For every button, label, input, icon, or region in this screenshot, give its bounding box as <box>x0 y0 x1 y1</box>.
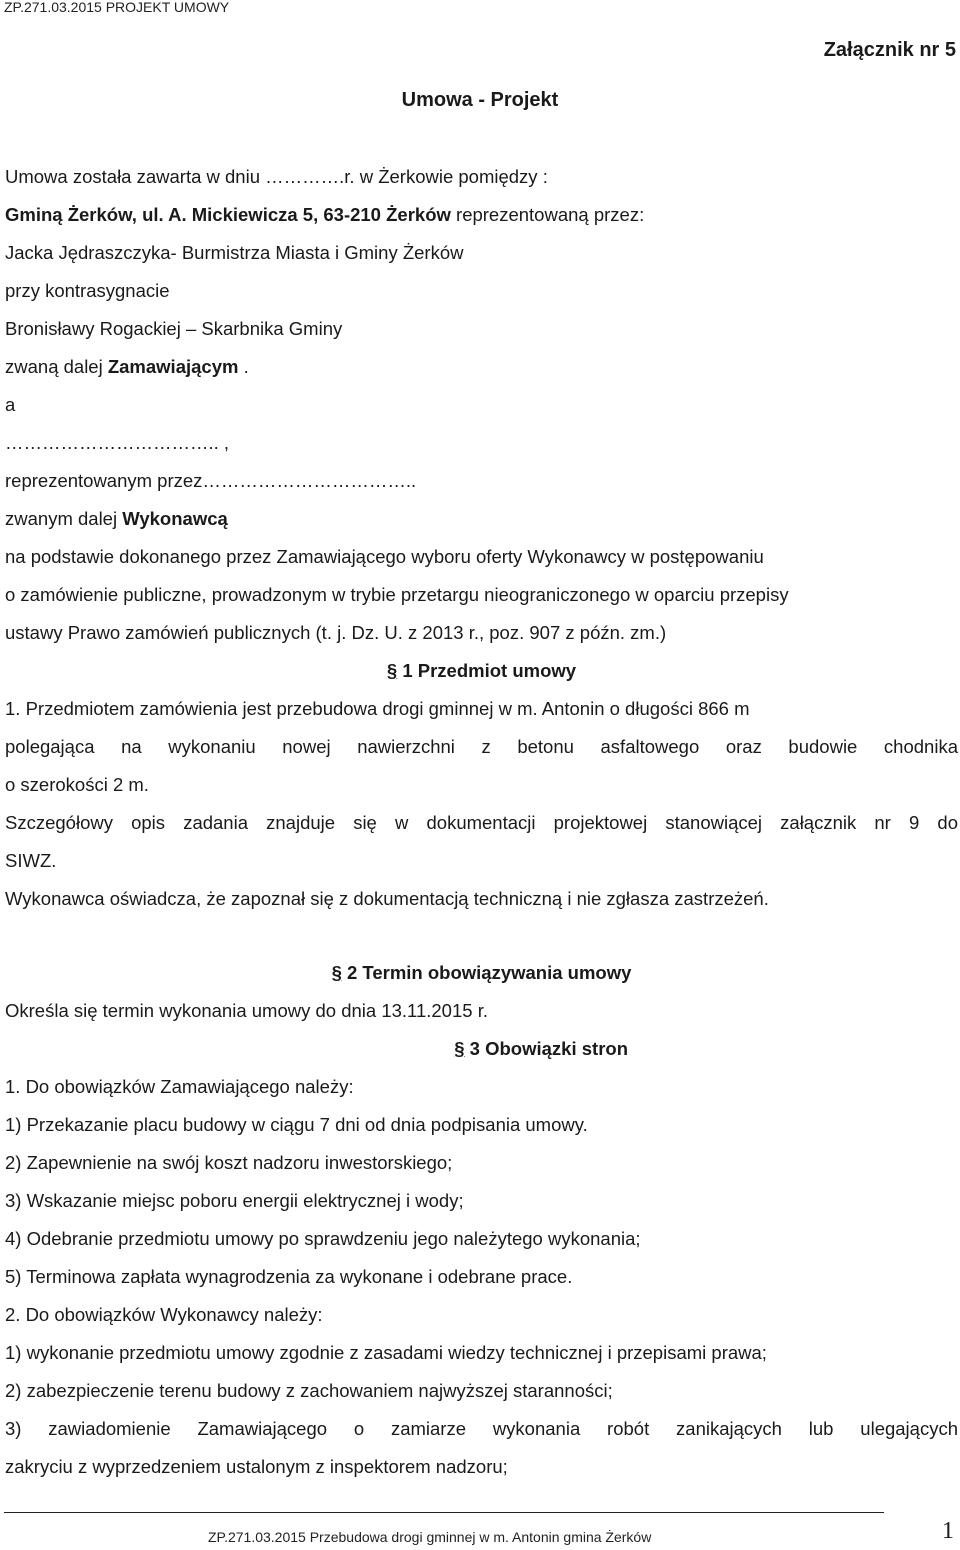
section3-heading <box>5 1030 958 1068</box>
party1-called-line <box>5 348 958 386</box>
section-sign: § <box>454 1038 465 1059</box>
and-line: a <box>5 394 16 415</box>
document-title: Umowa - Projekt <box>401 89 559 111</box>
section1-title: 1 Przedmiot umowy <box>397 660 577 681</box>
party1-called-prefix: zwaną dalej <box>5 356 108 377</box>
section3-line: 1) Przekazanie placu budowy w ciągu 7 dni od dnia podpisania umowy. <box>5 1114 588 1135</box>
party1-called-suffix: . <box>238 356 249 377</box>
section-sign: § <box>331 962 342 983</box>
annex-label: Załącznik nr 5 <box>823 39 956 61</box>
basis-line: o zamówienie publiczne, prowadzonym w trybie przetargu nieograniczonego w oparciu przepisy <box>5 584 789 605</box>
footer-divider <box>4 1512 884 1513</box>
section3-line: 2. Do obowiązków Wykonawcy należy: <box>5 1304 323 1325</box>
basis-line: ustawy Prawo zamówień publicznych (t. j. Dz. U. z 2013 r., poz. 907 z późn. zm.) <box>5 622 667 643</box>
section3-line: zakryciu z wyprzedzeniem ustalonym z inspektorem nadzoru; <box>5 1456 508 1477</box>
intro-line: Umowa została zawarta w dniu ………….r. w Żerkowie pomiędzy : <box>5 166 548 187</box>
document-body <box>5 158 958 1486</box>
party2-called-prefix: zwanym dalej <box>5 508 123 529</box>
section3-line: 2) Zapewnienie na swój koszt nadzoru inwestorskiego; <box>5 1152 453 1173</box>
section1-line: Wykonawca oświadcza, że zapoznał się z dokumentacją techniczną i nie zgłasza zastrzeżeń. <box>5 888 769 909</box>
section3-title: 3 Obowiązki stron <box>464 1038 628 1059</box>
party1-rep: Jacka Jędraszczyka- Burmistrza Miasta i Gminy Żerków <box>5 242 464 263</box>
page-number: 1 <box>942 1518 954 1544</box>
footer-reference: ZP.271.03.2015 Przebudowa drogi gminnej w m. Antonin gmina Żerków <box>208 1529 652 1545</box>
party1-called-name: Zamawiającym <box>107 356 239 377</box>
section1-line: polegająca na wykonaniu nowej nawierzchni z betonu asfaltowego oraz budowie chodnika <box>5 736 958 757</box>
party2-called-name: Wykonawcą <box>122 508 228 529</box>
section3-line: 3) Wskazanie miejsc poboru energii elektrycznej i wody; <box>5 1190 464 1211</box>
section2-line: Określa się termin wykonania umowy do dnia 13.11.2015 r. <box>5 1000 488 1021</box>
party1-line <box>5 196 958 234</box>
section1-line: 1. Przedmiotem zamówienia jest przebudowa drogi gminnej w m. Antonin o długości 866 m <box>5 698 750 719</box>
party2-rep-line: reprezentowanym przez…………………………….. <box>5 470 417 491</box>
party2-called-line <box>5 500 958 538</box>
section3-line: 5) Terminowa zapłata wynagrodzenia za wykonane i odebrane prace. <box>5 1266 573 1287</box>
section2-title: 2 Termin obowiązywania umowy <box>341 962 632 983</box>
spacer <box>5 918 958 954</box>
section2-heading <box>5 954 958 992</box>
document-reference: ZP.271.03.2015 PROJEKT UMOWY <box>4 0 230 15</box>
section1-line: Szczegółowy opis zadania znajduje się w dokumentacji projektowej stanowiącej załącznik nr 9 do <box>5 812 958 833</box>
section1-line: o szerokości 2 m. <box>5 774 149 795</box>
section3-line: 1. Do obowiązków Zamawiającego należy: <box>5 1076 354 1097</box>
party1-rep-suffix: reprezentowaną przez: <box>450 204 645 225</box>
section3-line: 1) wykonanie przedmiotu umowy zgodnie z zasadami wiedzy technicznej i przepisami prawa; <box>5 1342 767 1363</box>
section3-line: 2) zabezpieczenie terenu budowy z zachowaniem najwyższej staranności; <box>5 1380 613 1401</box>
section1-heading <box>5 652 958 690</box>
section1-line: SIWZ. <box>5 850 57 871</box>
party1-name: Gminą Żerków, ul. A. Mickiewicza 5, 63-210 Żerków <box>5 204 451 225</box>
treasurer-line: Bronisławy Rogackiej – Skarbnika Gminy <box>5 318 343 339</box>
section3-line: 4) Odebranie przedmiotu umowy po sprawdzeniu jego należytego wykonania; <box>5 1228 641 1249</box>
party2-placeholder: …………………………….. , <box>5 432 230 453</box>
basis-line: na podstawie dokonanego przez Zamawiającego wyboru oferty Wykonawcy w postępowaniu <box>5 546 764 567</box>
countersign-line: przy kontrasygnacie <box>5 280 170 301</box>
section-sign: § <box>386 660 398 681</box>
section3-line: 3) zawiadomienie Zamawiającego o zamiarze wykonania robót zanikających lub ulegających <box>5 1418 958 1439</box>
